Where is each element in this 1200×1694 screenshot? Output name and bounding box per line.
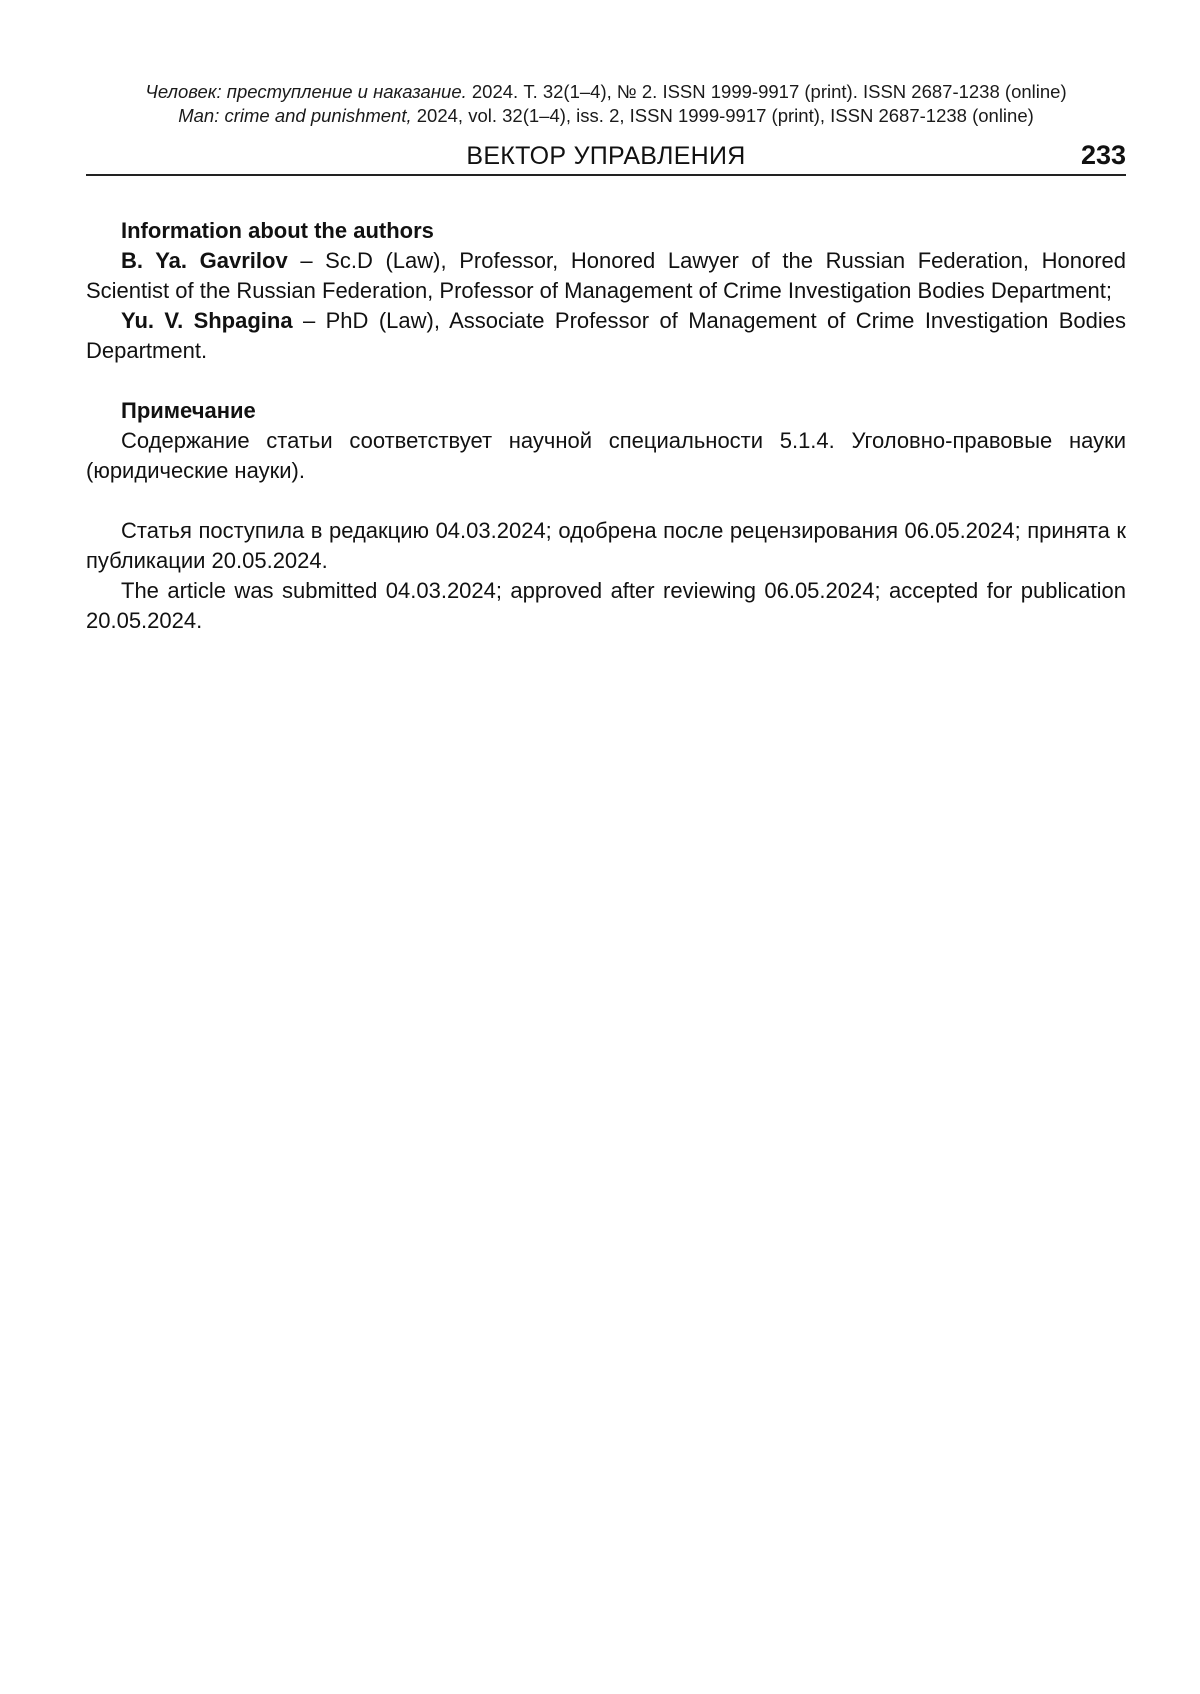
dates-en: The article was submitted 04.03.2024; approved after reviewing 06.05.2024; accepted for publication 20.05.2024. [86,576,1126,636]
document-page [86,80,1126,636]
section-title: ВЕКТОР УПРАВЛЕНИЯ [86,142,1126,171]
author-description: – Sc.D (Law), Professor, Honored Lawyer of the Russian Federation, Honored Scientist of the Russian Federation, Professor of Management of Crime Investigation Bodies Department; [86,248,1126,303]
article-body [86,216,1126,636]
authors-info-heading: Information about the authors [86,216,1126,246]
note-heading: Примечание [86,396,1126,426]
journal-details-en: 2024, vol. 32(1–4), iss. 2, ISSN 1999-9917 (print), ISSN 2687-1238 (online) [412,105,1034,126]
author-description: – PhD (Law), Associate Professor of Management of Crime Investigation Bodies Department. [86,308,1126,363]
author-name: Yu. V. Shpagina [121,308,293,333]
dates-ru: Статья поступила в редакцию 04.03.2024; одобрена после рецензирования 06.05.2024; принята к публикации 20.05.2024. [86,516,1126,576]
section-header [86,140,1126,176]
journal-title-en: Man: crime and punishment, [178,105,411,126]
author-name: B. Ya. Gavrilov [121,248,288,273]
page-number: 233 [1081,140,1126,171]
author-entry-gavrilov [86,246,1126,306]
running-head-line-en [86,104,1126,128]
journal-title-ru: Человек: преступление и наказание. [145,81,466,102]
journal-details-ru: 2024. Т. 32(1–4), № 2. ISSN 1999-9917 (print). ISSN 2687-1238 (online) [467,81,1067,102]
running-head-line-ru [86,80,1126,104]
running-head [86,80,1126,128]
note-text: Содержание статьи соответствует научной специальности 5.1.4. Уголовно-правовые науки (юридические науки). [86,426,1126,486]
author-entry-shpagina [86,306,1126,366]
